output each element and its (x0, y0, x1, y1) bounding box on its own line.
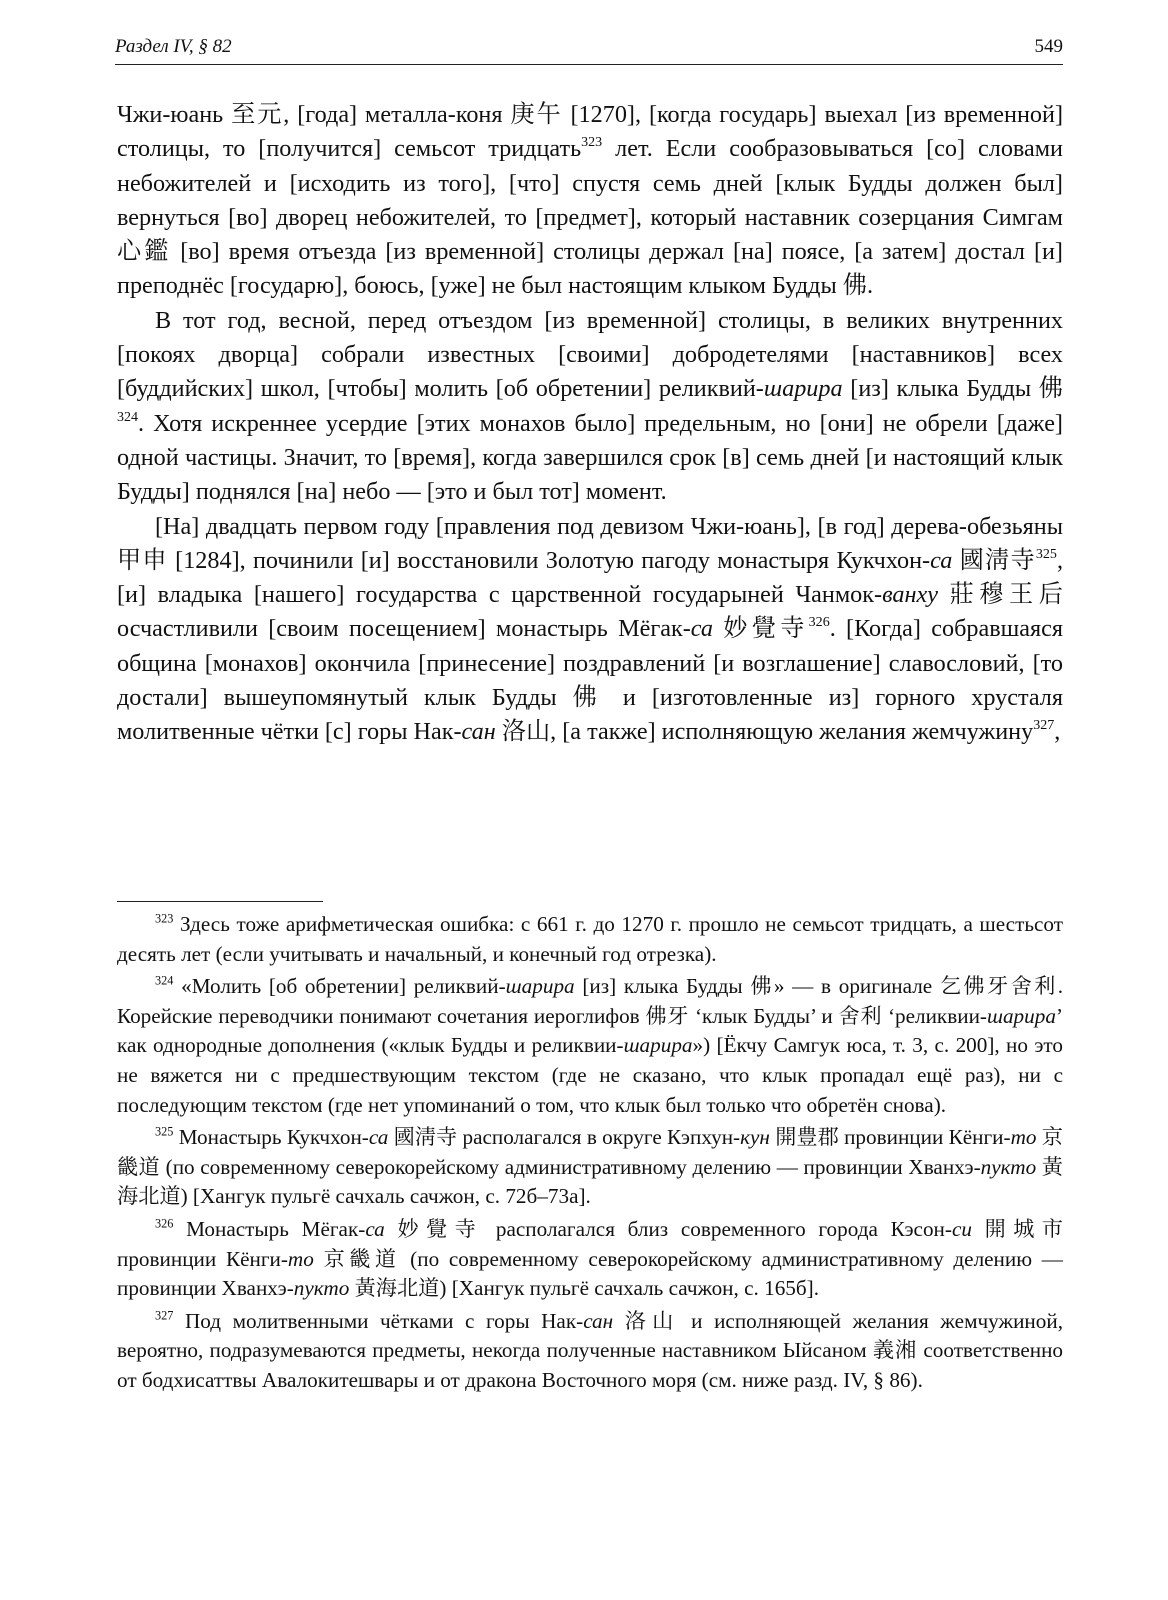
text-run: ») [Ёкчу Самгук юса, т. 3, с. 200], но это не вяжется ни с предшествующим текстом (где не сказано, что клык пропадал ещё раз), ни с последующим текстом (где нет упоминаний о том, что клык был только что обретён снова). (117, 1033, 1063, 1117)
footnote-325 (117, 1123, 1063, 1212)
italic-term: сан (461, 718, 496, 746)
text-run: «Молить [об обретении] реликвий- (173, 974, 506, 999)
italic-term: то (1010, 1125, 1037, 1150)
footnotes (117, 910, 1063, 1399)
footnote-323 (117, 910, 1063, 969)
footnote-number: 327 (155, 1308, 174, 1323)
footnote-number: 326 (155, 1216, 174, 1231)
main-text (117, 98, 1063, 750)
text-run: 黃海北道) [Хангук пульгё сачхаль сачжон, с. 165б]. (349, 1276, 820, 1301)
italic-term: са (930, 546, 953, 574)
text-run: 國淸寺 (952, 546, 1036, 574)
text-run: , [и] владыка [нашего] государства с царственной государыней Чанмок- (117, 546, 1063, 609)
text-run: Монастырь Кукчхон- (173, 1125, 369, 1150)
footnote-number: 324 (155, 973, 174, 988)
text-run: Здесь тоже арифметическая ошибка: с 661 г. до 1270 г. прошло не семьсот тридцать, а шестьсот десять лет (если учитывать и начальный, и конечный год отрезка). (117, 912, 1063, 966)
italic-term: шарира (763, 375, 843, 403)
italic-term: шарира (623, 1033, 693, 1058)
italic-term: шарира (505, 974, 575, 999)
footnote-ref-323[interactable]: 323 (581, 134, 603, 151)
text-run: 黃海北道) [Хангук пульгё сачхаль сачжон, с. 72б–73а]. (117, 1154, 1063, 1209)
footnote-327 (117, 1307, 1063, 1396)
italic-term: пукто (293, 1276, 350, 1301)
footnote-number: 323 (155, 911, 174, 926)
footnote-separator (117, 901, 323, 902)
text-run: . Хотя искреннее усердие [этих монахов было] предельным, но [они] не обрели [даже] одной частицы. Значит, то [время], когда завершился срок [в] семь дней [и настоящий клык Будды] поднялся [на] небо — [это и был тот] момент. (117, 409, 1063, 506)
italic-term: са (368, 1125, 389, 1150)
text-run: 妙覺寺 (713, 615, 809, 643)
text-run: Под молитвенными чётками с горы Нак- (173, 1308, 584, 1333)
text-run: 洛山, [а также] исполняющую желания жемчужину (495, 718, 1034, 746)
text-run: 國淸寺 располагался в округе Кэпхун- (388, 1125, 741, 1150)
italic-term: кун (740, 1125, 770, 1150)
text-run: [На] двадцать первом году [правления под девизом Чжи-юань], [в год] дерева-обезьяны 甲申 [1284], починили [и] восстановили Золотую пагоду монастыря Кукчхон- (117, 512, 1063, 574)
footnote-324 (117, 972, 1063, 1120)
running-header (115, 28, 1063, 65)
italic-term: са (690, 615, 713, 643)
text-run: , (1054, 718, 1061, 746)
section-reference: Раздел IV, § 82 (115, 36, 232, 57)
text-run: В тот год, весной, перед отъездом [из временной] столицы, в великих внутренних [покоях дворца] собрали известных [своими] добродетелями [наставников] всех [буддийских] школ, [чтобы] молить [об обретении] реликвий- (117, 306, 1063, 403)
paragraph-continued (117, 98, 1063, 304)
text-run: лет. Если сообразовываться [со] словами небожителей и [исходить из того], [что] спустя семь дней [клык Будды должен был] вернуться [во] дворец небожителей, то [предмет], который наставник созерцания Симгам 心鑑 [во] время отъезда [из временной] столицы держал [на] поясе, [а затем] достал [и] преподнёс [государю], боюсь, [уже] не был настоящим клыком Будды 佛. (117, 135, 1063, 300)
text-run: 開豊郡 провинции Кёнги- (769, 1125, 1011, 1150)
paragraph (117, 304, 1063, 510)
italic-term: ванху (882, 581, 938, 609)
italic-term: сан (583, 1308, 614, 1333)
footnote-ref-325[interactable]: 325 (1035, 546, 1057, 563)
footnote-ref-327[interactable]: 327 (1033, 717, 1055, 734)
footnote-326 (117, 1215, 1063, 1304)
footnote-number: 325 (155, 1124, 174, 1139)
text-run: . [Когда] собравшаяся община [монахов] окончила [принесение] поздравлений [и возглашение] славословий, [то достали] вышеупомянутый клык Будды 佛 и [изготовленные из] горного хрусталя молитвенные чётки [с] горы Нак- (117, 615, 1063, 746)
italic-term: шарира (986, 1003, 1056, 1028)
text-run: Чжи-юань 至元, [года] металла-коня 庚午 [1270], [когда государь] выехал [из временной] столицы, то [получится] семьсот тридцать (117, 101, 1063, 163)
italic-term: са (365, 1216, 385, 1241)
footnote-ref-326[interactable]: 326 (808, 614, 830, 631)
text-run: 京畿道 (по современному северокорейскому административному делению — провинции Хванхэ- (117, 1246, 1063, 1301)
italic-term: пукто (980, 1154, 1037, 1179)
text-run: Монастырь Мёгак- (173, 1216, 366, 1241)
paragraph (117, 510, 1063, 750)
text-run: 妙覺寺 располагался близ современного города Кэсон- (384, 1216, 952, 1241)
italic-term: то (287, 1246, 314, 1271)
text-run: 京畿道 (по современному северокорейскому административному делению — провинции Хванхэ- (117, 1125, 1063, 1179)
text-run: [из] клыка Будды 佛» — в оригинале 乞佛牙舍利. Корейские переводчики понимают сочетания иероглифов 佛牙 ‘клык Будды’ и 舍利 ‘реликвии- (117, 974, 1063, 1028)
text-run: 莊穆王后 осчастливили [своим посещением] монастырь Мёгак- (117, 581, 1063, 643)
page-number: 549 (1034, 36, 1063, 57)
italic-term: си (951, 1216, 972, 1241)
text-run: [из] клыка Будды 佛 (842, 375, 1063, 403)
text-run: 開城市 провинции Кёнги- (117, 1216, 1063, 1271)
text-run: ’ как однородные дополнения («клык Будды и реликвии- (117, 1003, 1063, 1058)
text-run: 洛山 и исполняющей желания жемчужиной, вероятно, подразумеваются предметы, некогда полученные наставником Ыйсаном 義湘 соответственно от бодхисаттвы Авалокитешвары и от дракона Восточного моря (см. ниже разд. IV, § 86). (117, 1308, 1063, 1392)
footnote-ref-324[interactable]: 324 (117, 408, 139, 425)
